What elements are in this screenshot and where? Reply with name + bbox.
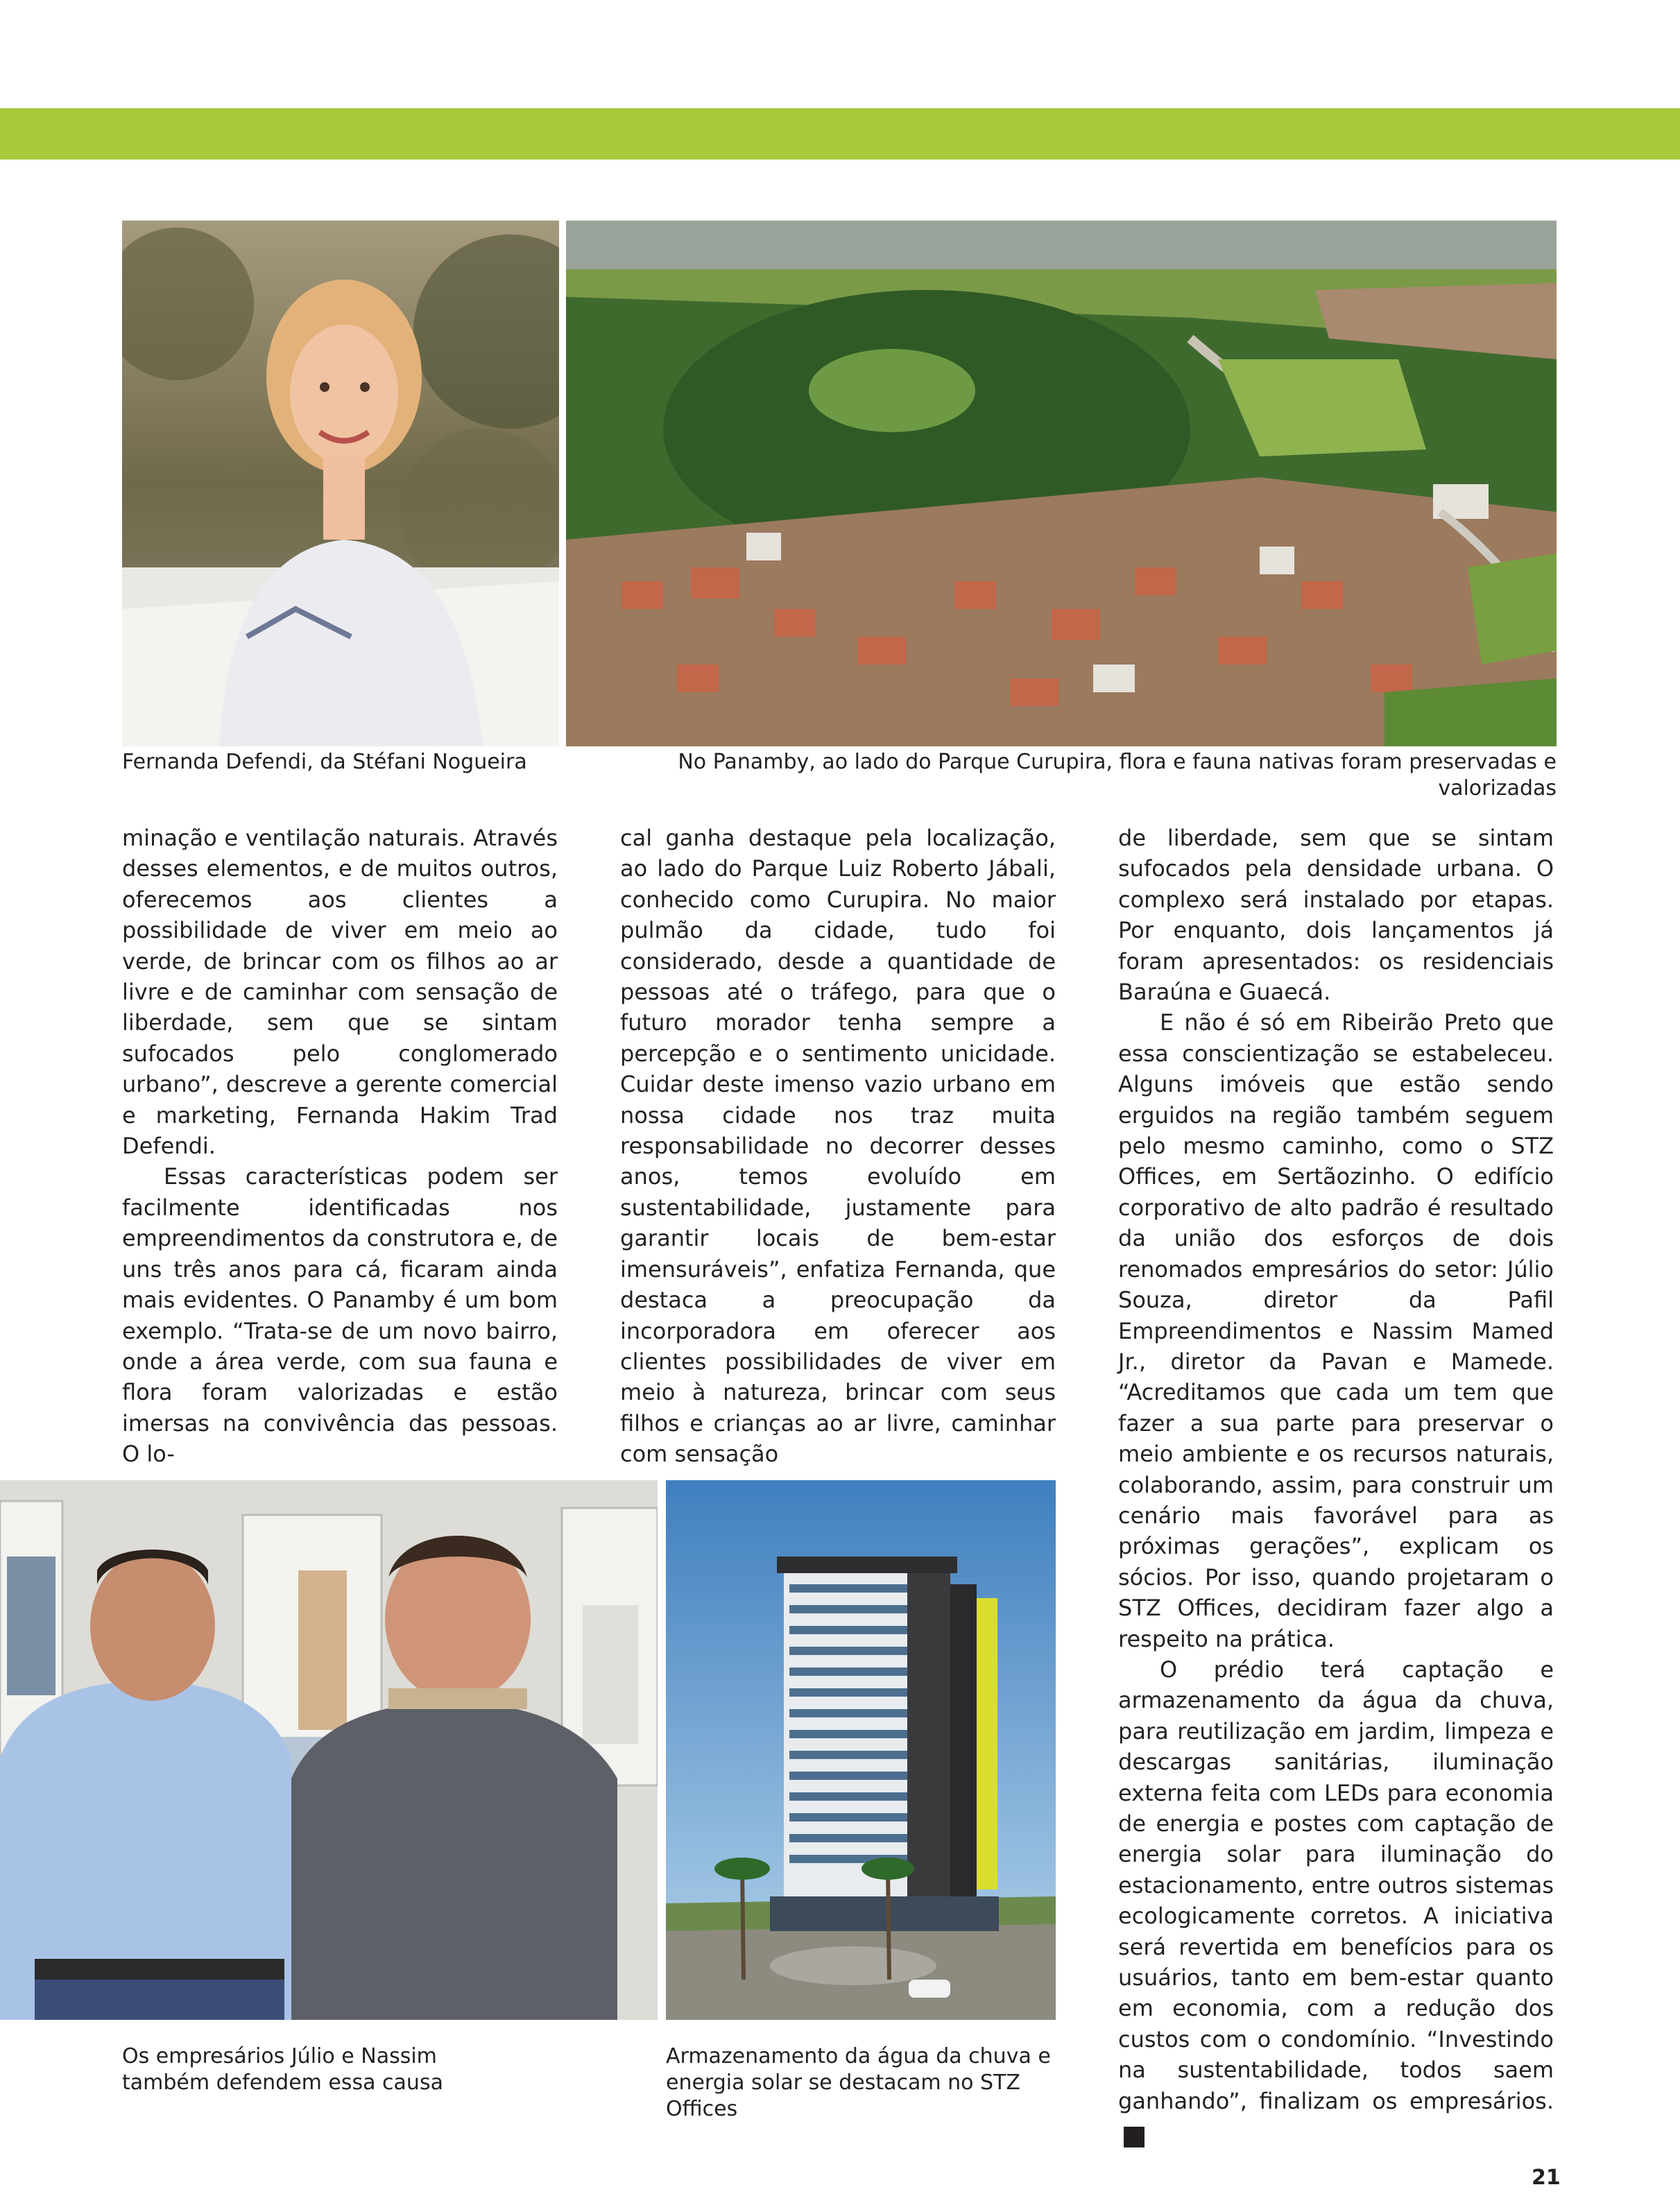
end-of-article-mark: r [1124, 2127, 1145, 2147]
article-column-2 [620, 823, 1056, 1470]
article-column-3 [1118, 823, 1554, 2147]
paragraph: Essas características podem ser facilmente identificadas nos empreendimentos da construtora e, de uns três anos para cá, ficaram ainda mais evidentes. O Panamby é um bom exemplo. “Trata-se de um novo bairro, onde a área verde, com sua fauna e flora foram valorizadas e estão imersas na convivência das pessoas. O lo- [122, 1163, 558, 1468]
article-column-1 [122, 823, 558, 1470]
building-render [666, 1480, 1056, 2020]
portrait-caption: Fernanda Defendi, da Stéfani Nogueira [122, 750, 527, 774]
partners-photo [0, 1480, 658, 2020]
aerial-caption: No Panamby, ao lado do Parque Curupira, flora e fauna nativas foram preservadas e valorizadas [678, 750, 1557, 800]
caption-line: também defendem essa causa [122, 2070, 443, 2095]
aerial-photo [566, 221, 1557, 746]
page-number: 21 [1532, 2166, 1561, 2190]
caption-line: Armazenamento da água da chuva e [666, 2044, 1051, 2068]
header-accent-band [0, 108, 1680, 160]
paragraph: O prédio terá captação e armazenamento da água da chuva, para reutilização em jardim, limpeza e descargas sanitárias, iluminação externa feita com LEDs para economia de energia e postes com captação de energia solar para iluminação do estacionamento, entre outros sistemas ecologicamente corretos. A iniciativa será revertida em benefícios para os usuários, tanto em bem-estar quanto em economia, com a redução dos custos com o condomínio. “Investindo na sustentabilidade, todos saem ganhando”, finalizam os empresários. [1118, 1656, 1554, 2114]
building-caption [666, 2043, 1082, 2123]
paragraph: cal ganha destaque pela localização, ao lado do Parque Luiz Roberto Jábali, conhecido como Curupira. No maior pulmão da cidade, tudo foi considerado, desde a quantidade de pessoas até o tráfego, para que o futuro morador tenha sempre a percepção e o sentimento unicidade. Cuidar deste imenso vazio urbano em nossa cidade nos traz muita responsabilidade no decorrer desses anos, temos evoluído em sustentabilidade, justamente para garantir locais de bem-estar imensuráveis”, enfatiza Fernanda, que destaca a preocupação da incorporadora em oferecer aos clientes possibilidades de viver em meio à natureza, brincar com seus filhos e crianças ao ar livre, caminhar com sensação [620, 825, 1056, 1468]
paragraph: E não é só em Ribeirão Preto que essa conscientização se estabeleceu. Alguns imóveis que estão sendo erguidos na região também seguem pelo mesmo caminho, como o STZ Offices, em Sertãozinho. O edifício corporativo de alto padrão é resultado da união dos esforços de dois renomados empresários do setor: Júlio Souza, diretor da Pafil Empreendimentos e Nassim Mamed Jr., diretor da Pavan e Mamede. “Acreditamos que cada um tem que fazer a sua parte para preservar o meio ambiente e os recursos naturais, colaborando, assim, para construir um cenário mais favorável para as próximas gerações”, explicam os sócios. Por isso, quando projetaram o STZ Offices, decidiram fazer algo a respeito na prática. [1118, 1009, 1554, 1652]
caption-line: energia solar se destacam no STZ Offices [666, 2070, 1020, 2121]
paragraph: minação e ventilação naturais. Através desses elementos, e de muitos outros, oferecemos aos clientes a possibilidade de viver em meio ao verde, de brincar com os filhos ao ar livre e de caminhar com sensação de liberdade, sem que se sintam sufocados pelo conglomerado urbano”, descreve a gerente comercial e marketing, Fernanda Hakim Trad Defendi. [122, 825, 558, 1160]
partners-caption [122, 2043, 649, 2096]
caption-line: Os empresários Júlio e Nassim [122, 2044, 437, 2068]
paragraph: de liberdade, sem que se sintam sufocados pela densidade urbana. O complexo será instalado por etapas. Por enquanto, dois lançamentos já foram apresentados: os residenciais Baraúna e Guaecá. [1118, 825, 1554, 1006]
portrait-photo [122, 221, 559, 746]
